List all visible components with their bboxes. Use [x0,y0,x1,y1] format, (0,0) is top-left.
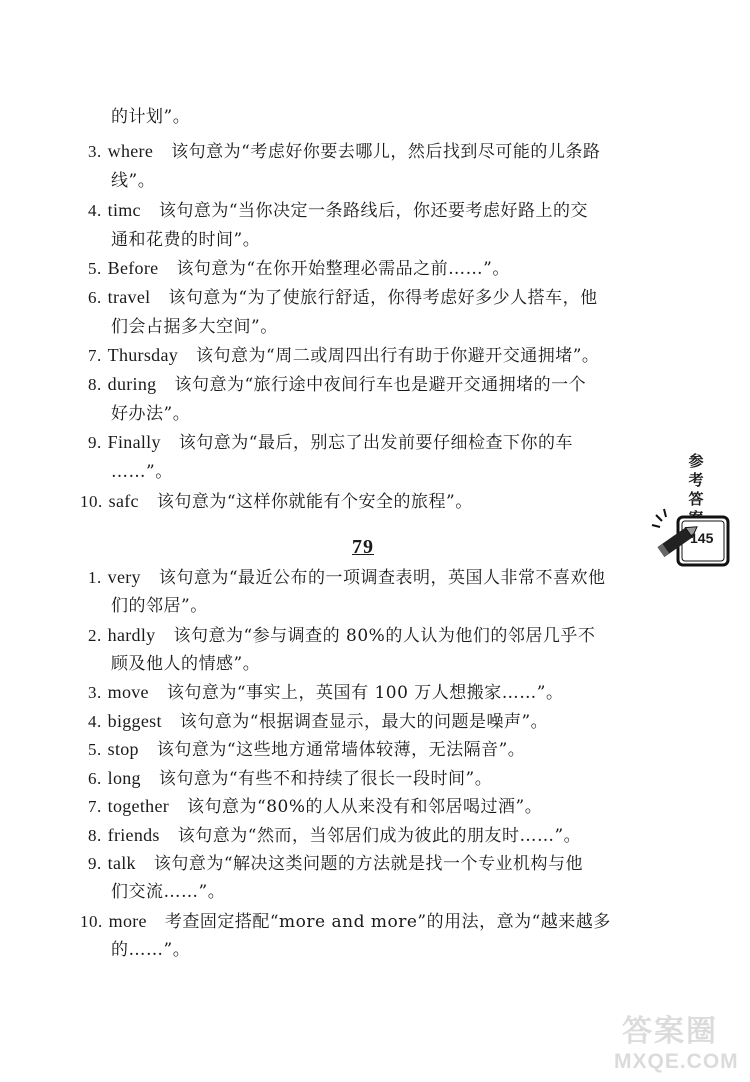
item-number: 6. [88,287,102,307]
answer-item [80,910,611,933]
item-number: 5. [88,740,102,759]
item-number: 4. [88,711,102,731]
explanation-text: 该句意为“在你开始整理必需品之前……”。 [176,259,510,279]
answer-item [88,140,600,163]
answer-word: biggest [107,710,162,731]
item-number: 8. [88,374,102,394]
tab-char: 参 [688,452,704,470]
answer-word: friends [107,824,160,845]
explanation-continuation: 们会占据多大空间”。 [111,316,278,337]
watermark-bottom: MXQE.COM [614,1050,739,1073]
answer-word: very [107,567,141,587]
explanation-continuation: 们交流……”。 [111,882,226,902]
explanation-text: 该句意为“周二或周四出行有助于你避开交通拥堵”。 [196,346,600,366]
explanation-text: 该句意为“为了使旅行舒适，你得考虑好多少人搭车，他 [168,287,598,308]
answer-item [88,286,598,309]
item-number: 3. [88,142,102,161]
item-number: 2. [88,625,102,645]
explanation-text: 该句意为“有些不和持续了很长一段时间”。 [158,768,493,789]
explanation-continuation: 通和花费的时间”。 [111,229,261,250]
answer-word: hardly [107,624,156,645]
answer-item [88,257,510,280]
answer-word: Before [107,258,159,278]
answer-word: stop [107,739,139,759]
explanation-text: 该句意为“解决这类问题的方法就是找一个专业机构与他 [153,854,584,874]
item-number: 9. [88,433,102,452]
explanation-continuation: 的……”。 [111,939,191,960]
item-number: 7. [88,797,102,816]
answer-item [88,795,542,818]
item-number: 6. [88,768,102,788]
explanation-text: 该句意为“事实上，英国有 100 万人想搬家……”。 [166,683,564,703]
explanation-text: 该句意为“根据调查显示，最大的问题是噪声”。 [179,711,549,732]
answer-item [88,566,606,589]
explanation-continuation: 线”。 [111,171,156,191]
answer-word: where [107,141,154,161]
answer-word: long [107,767,141,788]
answer-item [88,344,599,367]
explanation-text: 该句意为“然而，当邻居们成为彼此的朋友时……”。 [177,825,582,846]
answer-word: talk [107,853,136,873]
explanation-text: 该句意为“这些地方通常墙体较薄，无法隔音”。 [156,740,526,760]
item-number: 8. [88,825,102,845]
page-number: 145 [690,530,714,546]
explanation-continuation: ……”。 [111,462,173,482]
explanation-continuation: 顾及他人的情感”。 [111,653,261,674]
explanation-continuation: 好办法”。 [111,403,191,424]
explanation-continuation: 们的邻居”。 [111,596,208,616]
item-number: 9. [88,854,102,873]
explanation-text: 该句意为“参与调查的 80%的人认为他们的邻居几乎不 [173,625,596,646]
answer-item [88,824,581,847]
explanation-text: 该句意为“最近公布的一项调查表明，英国人非常不喜欢他 [158,568,606,588]
answer-word: Thursday [107,345,179,365]
answer-word: timc [107,199,141,220]
tab-char: 答 [688,490,704,508]
answer-item [88,373,586,396]
top-continuation: 的计划”。 [111,107,191,127]
answer-item [88,710,548,733]
explanation-text: 该句意为“最后，别忘了出发前要仔细检查下你的车 [178,433,573,453]
answer-word: move [107,682,149,702]
item-number: 10. [80,911,103,931]
answer-item [88,767,492,790]
item-number: 4. [88,200,102,220]
item-number: 1. [88,568,102,587]
answer-word: during [107,373,157,394]
item-number: 7. [88,346,102,365]
answer-word: safc [108,490,139,511]
watermark-top: 答案圈 [622,1014,718,1049]
explanation-text: 该句意为“80%的人从来没有和邻居喝过酒”。 [187,797,543,817]
explanation-text: 考查固定搭配“more and more”的用法，意为“越来越多 [164,911,611,932]
explanation-text: 该句意为“考虑好你要去哪儿，然后找到尽可能的儿条路 [171,142,601,162]
answer-item [88,431,573,454]
answer-item [88,681,564,704]
explanation-text: 该句意为“这样你就能有个安全的旅程”。 [156,491,473,512]
answer-word: Finally [107,432,161,452]
answer-word: travel [107,286,151,307]
answer-item [88,624,595,647]
answer-word: together [107,796,170,816]
answer-item [88,852,583,875]
watermark [612,1006,744,1078]
tab-char: 考 [688,471,704,489]
item-number: 3. [88,683,102,702]
answer-word: more [108,910,147,931]
section-title: 79 [352,536,374,558]
answer-item [88,199,588,222]
item-number: 10. [80,491,103,511]
answer-item [88,738,525,761]
explanation-text: 该句意为“当你决定一条路线后，你还要考虑好路上的交 [158,200,589,221]
explanation-text: 该句意为“旅行途中夜间行车也是避开交通拥堵的一个 [174,374,587,395]
answer-item [80,490,473,513]
item-number: 5. [88,259,102,278]
